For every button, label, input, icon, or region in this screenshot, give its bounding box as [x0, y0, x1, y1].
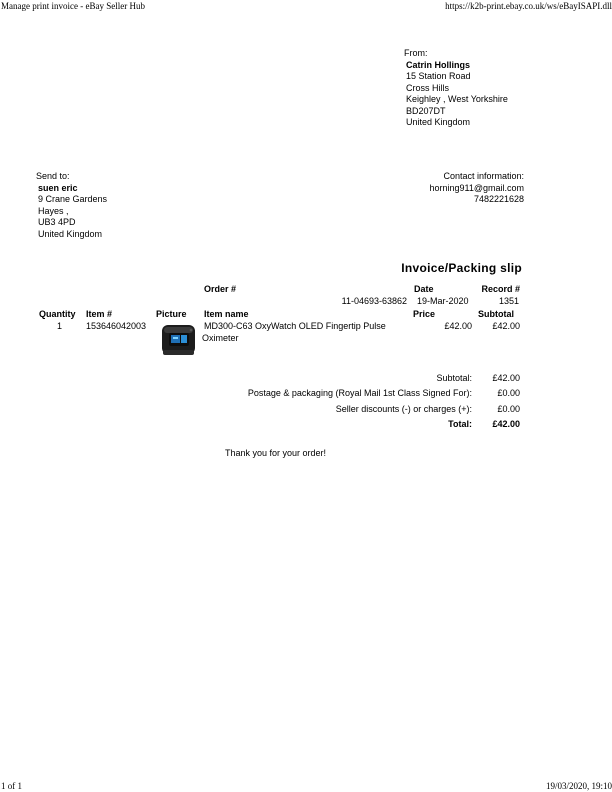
invoice-title: Invoice/Packing slip — [401, 261, 522, 275]
item-name — [204, 321, 386, 344]
col-item-number: Item # — [86, 309, 113, 319]
order-number-label: Order # — [204, 284, 237, 294]
subtotal-value: £42.00 — [492, 373, 520, 383]
contact-email: horning911@gmail.com — [429, 182, 524, 193]
postage-value: £0.00 — [497, 388, 520, 398]
record-number-label: Record # — [481, 284, 520, 294]
print-header-url: https://k2b-print.ebay.co.uk/ws/eBayISAPI.dll — [445, 1, 612, 11]
col-price: Price — [413, 309, 436, 319]
from-address-line: Cross Hills — [406, 82, 450, 93]
from-address-line: 15 Station Road — [406, 71, 471, 81]
send-to-name: suen eric — [38, 182, 78, 193]
oximeter-image-icon — [160, 322, 198, 358]
col-item-name: Item name — [204, 309, 249, 319]
record-number: 1351 — [498, 296, 519, 306]
item-subtotal: £42.00 — [492, 321, 520, 331]
contact-phone: 7482221628 — [473, 194, 524, 204]
from-label: From: — [404, 48, 428, 58]
contact-label: Contact information: — [443, 171, 524, 181]
item-number: 153646042003 — [86, 321, 147, 331]
discounts-label: Seller discounts (-) or charges (+): — [335, 404, 472, 414]
send-to-address-line: Hayes , — [38, 205, 69, 216]
total-label: Total: — [448, 419, 472, 429]
order-date: 19-Mar-2020 — [417, 296, 469, 306]
send-to-address-line: 9 Crane Gardens — [38, 194, 108, 204]
total-value: £42.00 — [492, 419, 520, 429]
send-to-address-line: UB3 4PD — [38, 217, 76, 227]
item-quantity: 1 — [57, 321, 63, 331]
from-name: Catrin Hollings — [406, 59, 471, 70]
contact-block — [429, 171, 524, 206]
item-name-line: MD300-C63 OxyWatch OLED Fingertip Pulse — [204, 321, 386, 331]
print-footer-page: 1 of 1 — [1, 781, 22, 791]
discounts-value: £0.00 — [497, 404, 520, 414]
from-block — [404, 48, 508, 129]
print-header-title: Manage print invoice - eBay Seller Hub — [1, 1, 145, 11]
product-picture-oximeter — [160, 322, 198, 358]
from-address-line: Keighley , West Yorkshire — [406, 94, 508, 104]
col-quantity: Quantity — [39, 309, 76, 319]
thank-you-message: Thank you for your order! — [225, 448, 327, 458]
subtotal-label: Subtotal: — [436, 373, 472, 383]
send-to-block — [36, 171, 107, 240]
from-address-line: BD207DT — [406, 105, 446, 116]
date-label: Date — [414, 284, 434, 294]
from-address-line: United Kingdom — [406, 117, 471, 127]
postage-label: Postage & packaging (Royal Mail 1st Class Signed For): — [247, 388, 472, 398]
order-number: 11-04693-63862 — [341, 296, 407, 306]
send-to-label: Send to: — [36, 171, 70, 181]
col-subtotal: Subtotal — [478, 309, 514, 319]
send-to-address-line: United Kingdom — [38, 228, 103, 239]
item-name-line: Oximeter — [202, 332, 239, 343]
print-footer-datetime: 19/03/2020, 19:10 — [545, 781, 612, 791]
item-price: £42.00 — [444, 321, 472, 331]
col-picture: Picture — [156, 309, 187, 319]
